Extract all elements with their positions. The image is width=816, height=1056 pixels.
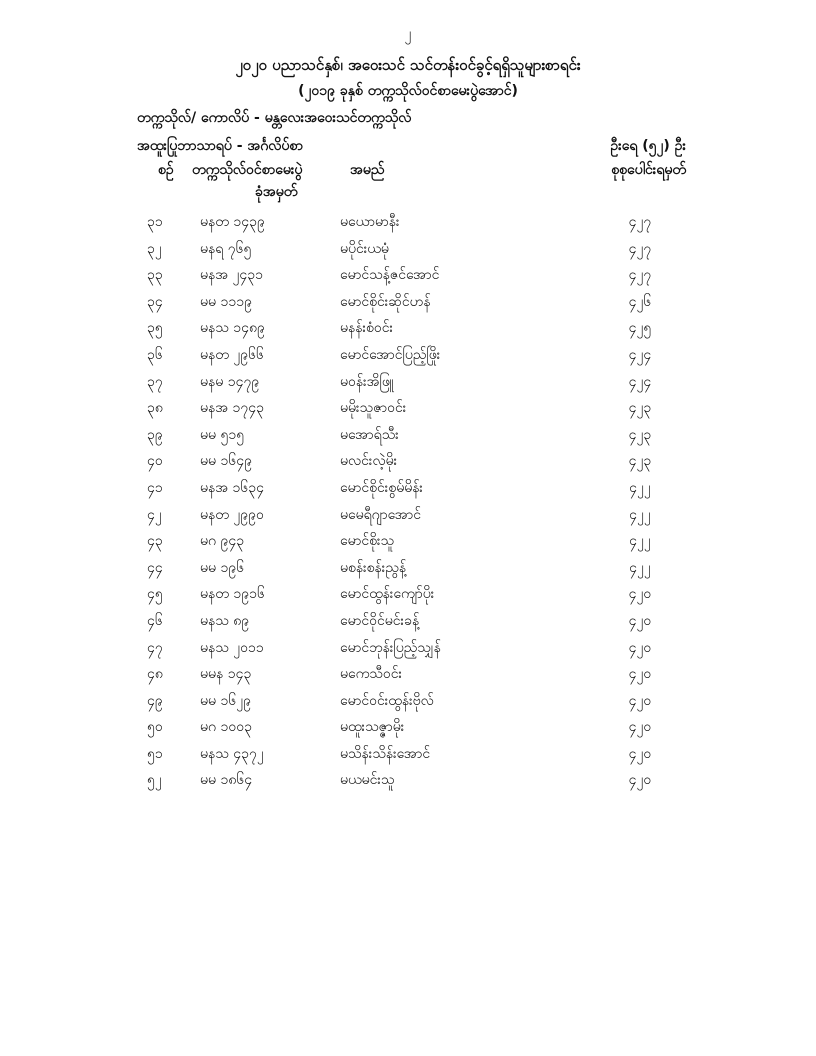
table-row [0,398,816,425]
table-row [0,318,816,345]
student-name: မအောရ်သီး [340,426,399,443]
serial-no: ၄၇ [147,639,163,656]
student-name: မောင်ဝင်းထွန်းဗိုလ် [340,692,434,709]
serial-no: ၄၉ [147,692,163,709]
roll-number: မမ ၁၆၂၉ [200,692,251,709]
serial-no: ၄၃ [147,533,163,550]
total-score: ၄၂၄ [628,373,652,390]
student-name: မသိန်းသိန်းအောင် [340,745,431,762]
student-name: မောင်ထွန်းကျော်ပိုး [340,586,435,603]
roll-number: မမန ၁၄၃ [200,666,252,683]
university-line: တက္ကသိုလ်/ ကောလိပ် - မန္တလေးအဝေးသင်တက္ကသိုလ် [137,110,412,126]
roll-number: မဂ ၁၀၀၃ [200,719,252,736]
table-row [0,478,816,505]
student-name: မောင်သန့်ဇင်အောင် [340,267,440,284]
serial-no: ၃၂ [147,240,162,257]
roll-number: မမ ၁၁၁၉ [200,293,252,310]
total-score: ၄၂၀ [628,745,652,762]
student-name: မပိုင်းယမုံ [340,240,389,257]
roll-number: မနသ ၄၃၇၂ [200,745,264,762]
roll-number: မနသ ၈၉ [200,612,250,629]
roll-number: မနတ ၂၉၉၀ [200,506,264,523]
serial-no: ၃၅ [147,320,163,337]
roll-number: မနသ ၁၄၈၉ [200,320,265,337]
student-name: မောင်စိုင်းစွမ်မိန်း [340,479,423,496]
serial-no: ၄၄ [147,559,163,576]
student-name: မောင်အောင်ပြည့်ဖြိုး [340,346,441,363]
table-row [0,239,816,266]
serial-no: ၅၀ [147,719,163,736]
header-name: အမည် [350,162,385,178]
total-score: ၄၂၅ [628,320,652,337]
total-score: ၄၂၇ [628,267,652,284]
roll-number: မနအ ၁၆၃၄ [200,479,265,496]
student-name: မယောမာနီး [340,214,400,230]
results-table [0,212,816,797]
table-row [0,505,816,532]
table-row [0,664,816,691]
total-score: ၄၂၃ [628,453,652,470]
table-row [0,292,816,319]
subject-line: အထူးပြုဘာသာရပ် - အင်္ဂလိပ်စာ [137,138,303,154]
roll-number: မဂ ၉၄၃ [200,533,245,550]
roll-number: မမ ၅၁၅ [200,426,245,443]
student-name: မောင်စိုင်းဆိုင်ဟန် [340,293,431,310]
student-name: မနန်းစံဝင်း [340,320,394,337]
page-number: ၂ [404,26,412,42]
total-score: ၄၂၀ [628,666,652,683]
serial-no: ၃၆ [147,346,163,363]
table-row [0,770,816,797]
total-score: ၄၂၀ [628,772,652,789]
roll-number: မနတ ၂၉၆၆ [200,346,264,363]
total-score: ၄၂၂ [629,533,651,550]
document-subtitle: (၂၀၁၉ ခုနှစ် တက္ကသိုလ်ဝင်စာမေးပွဲအောင်) [298,83,518,99]
roll-number: မနအ ၂၄၃၁ [200,267,264,284]
serial-no: ၄၀ [147,453,163,470]
total-score: ၄၂၇ [628,240,652,257]
table-row [0,744,816,771]
header-roll-number: တက္ကသိုလ်ဝင်စာမေးပွဲ [192,162,303,178]
serial-no: ၅၂ [147,772,162,789]
header-roll-number-line2: ခုံအမှတ် [255,184,298,200]
table-row [0,451,816,478]
student-name: မောင်ဝိုင်မင်းခန့် [340,612,420,629]
serial-no: ၃၈ [147,400,163,417]
roll-number: မမ ၁၆၄၉ [200,453,252,470]
student-name: မစန်းစန်းညွန့် [340,559,407,576]
roll-number: မမ ၁၉၆ [200,559,245,576]
student-name: မကေသီဝင်း [340,666,403,683]
total-score: ၄၂၇ [628,214,652,230]
roll-number: မနတ ၁၉၁၆ [200,586,265,603]
total-score: ၄၂၃ [628,426,652,443]
serial-no: ၄၂ [147,506,162,523]
student-name: မောင်ဘုန်းပြည့်သျှန် [340,639,441,656]
roll-number: မနမ ၁၄၇၉ [200,373,260,390]
student-name: မလင်းလဲ့မိုး [340,453,398,470]
total-score: ၄၂၀ [628,586,652,603]
header-serial-no: စဉ် [158,162,174,178]
total-score: ၄၂၂ [629,479,651,496]
table-row [0,265,816,292]
table-row [0,584,816,611]
total-score: ၄၂၂ [629,506,651,523]
header-total-score: စုစုပေါင်းရမှတ် [611,162,686,178]
serial-no: ၄၈ [147,666,163,683]
total-score: ၄၂၀ [628,639,652,656]
roll-number: မမ ၁၈၆၄ [200,772,253,789]
roll-number: မနအ ၁၇၄၃ [200,400,265,417]
serial-no: ၃၁ [147,214,163,230]
serial-no: ၃၉ [147,426,163,443]
table-row [0,372,816,399]
table-row [0,345,816,372]
table-row [0,717,816,744]
total-score: ၄၂၄ [628,346,652,363]
table-row [0,611,816,638]
table-row [0,558,816,585]
serial-no: ၄၆ [147,612,163,629]
student-name: မောင်စိုးသူ [340,533,395,550]
total-score: ၄၂၀ [628,719,652,736]
student-name: မမိုးသူဇာဝင်း [340,400,407,417]
total-score: ၄၂၀ [628,692,652,709]
total-score: ၄၂၆ [628,293,652,310]
student-name: မယမင်းသူ [340,772,395,789]
table-row [0,425,816,452]
serial-no: ၃၇ [147,373,163,390]
serial-no: ၃၄ [147,293,163,310]
total-score: ၄၂၃ [628,400,652,417]
table-row [0,531,816,558]
total-score: ၄၂၀ [628,612,652,629]
roll-number: မနရ ၇၆၅ [200,240,252,257]
total-score: ၄၂၂ [629,559,651,576]
student-name: မမေရီဂျာအောင် [340,506,422,523]
table-row [0,212,816,239]
roll-number: မနတ ၁၄၃၉ [200,214,265,230]
serial-no: ၄၅ [147,586,163,603]
roll-number: မနသ ၂၀၁၁ [200,639,264,656]
document-title: ၂၀၂၀ ပညာသင်နှစ်၊ အဝေးသင် သင်တန်းဝင်ခွင့်ရရှိသူများစာရင်း [235,56,581,74]
table-row [0,638,816,665]
table-row [0,691,816,718]
student-name: မဝန်းအိဖြူ [340,373,394,390]
serial-no: ၃၃ [147,267,163,284]
serial-no: ၄၁ [147,479,163,496]
student-count: ဦးရေ (၅၂) ဦး [610,138,686,154]
serial-no: ၅၁ [147,745,163,762]
student-name: မထူးသဇ္ဇာမိုး [340,719,405,736]
